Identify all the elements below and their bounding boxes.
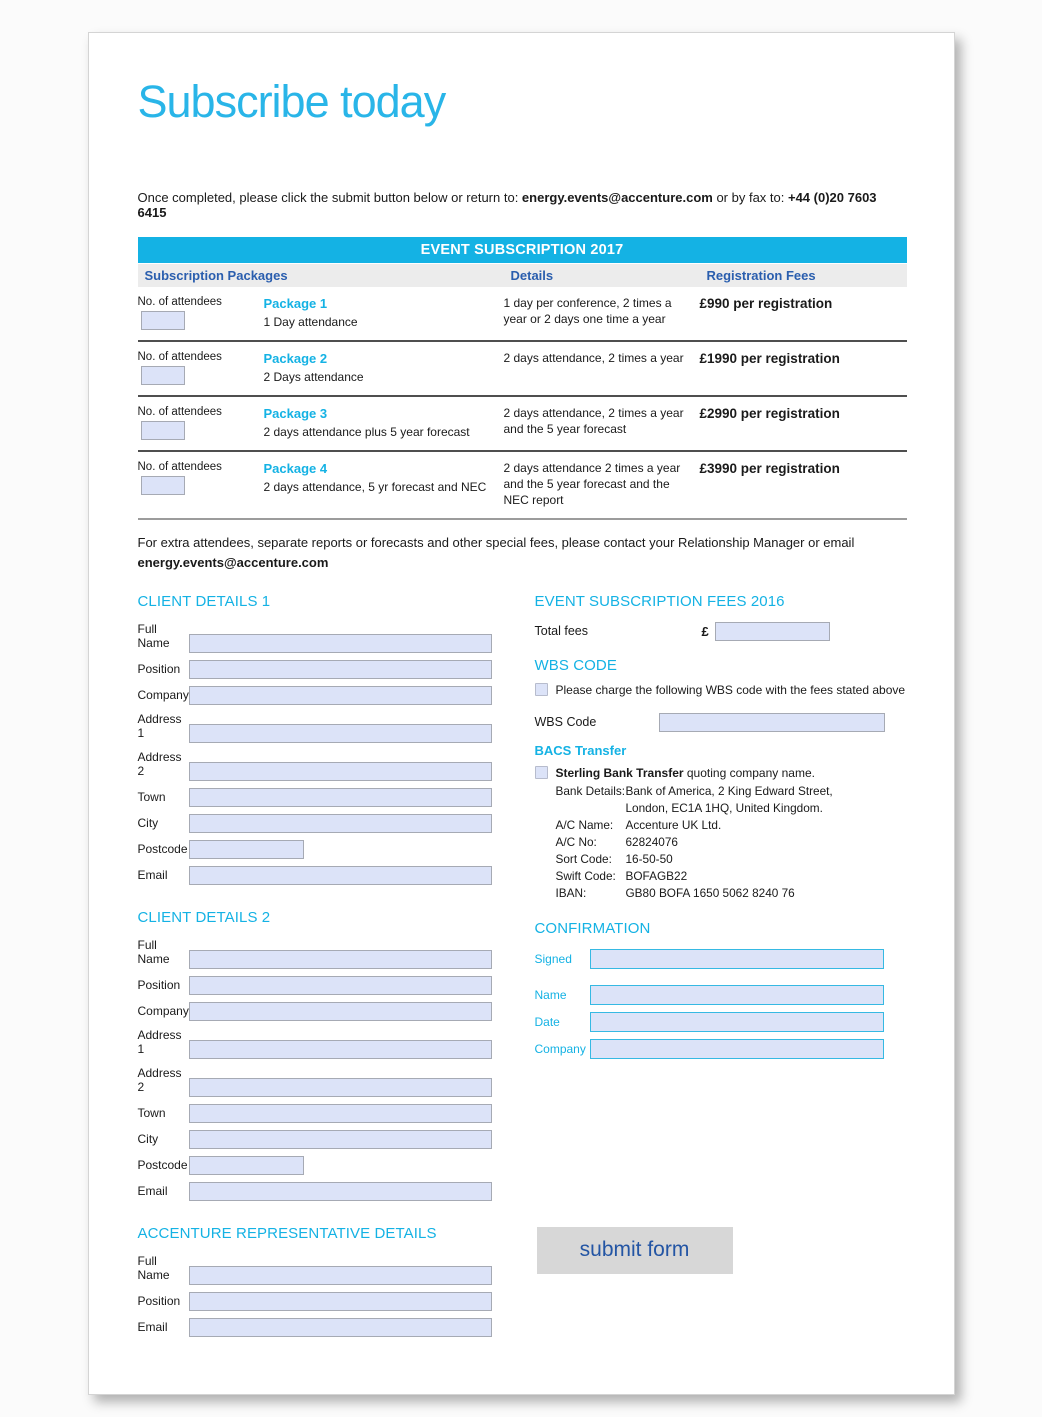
field-label: Position bbox=[137, 1294, 181, 1309]
submit-form-button[interactable]: submit form bbox=[537, 1227, 733, 1274]
client1-full-name-input[interactable] bbox=[189, 634, 492, 653]
wbs-code-label: WBS Code bbox=[534, 714, 597, 729]
client2-full-name-input[interactable] bbox=[189, 950, 492, 969]
bacs-detail-label: A/C No: bbox=[555, 835, 597, 850]
table-row-package-4 bbox=[138, 452, 907, 520]
column-header-fees: Registration Fees bbox=[706, 268, 816, 283]
table-row-package-2 bbox=[138, 342, 907, 397]
bacs-detail-label: Swift Code: bbox=[555, 869, 616, 884]
rep-position-input[interactable] bbox=[189, 1292, 492, 1311]
table-row-package-3 bbox=[138, 397, 907, 452]
field-label: Full Name bbox=[137, 938, 170, 967]
fee-cell: £1990 per registration bbox=[699, 351, 840, 366]
confirmation-date-input[interactable] bbox=[590, 1012, 884, 1032]
total-fees-label: Total fees bbox=[534, 624, 589, 639]
client1-email-input[interactable] bbox=[189, 866, 492, 885]
bacs-detail-row bbox=[556, 817, 909, 834]
client2-email-input[interactable] bbox=[189, 1182, 492, 1201]
bacs-detail-label: Bank Details: bbox=[555, 783, 626, 798]
attendees-cell bbox=[138, 406, 264, 440]
currency-symbol: £ bbox=[701, 624, 709, 640]
fax-number: +44 (0)20 7603 6415 bbox=[137, 190, 877, 220]
bacs-option-row bbox=[535, 765, 909, 781]
field-label: Town bbox=[137, 1106, 166, 1121]
details-cell: 2 days attendance, 2 times a year and the 5 year forecast bbox=[503, 406, 684, 436]
client2-town-input[interactable] bbox=[189, 1104, 492, 1123]
column-header-details: Details bbox=[510, 268, 554, 283]
intro-text bbox=[138, 190, 907, 220]
confirmation-label: Signed bbox=[534, 951, 572, 966]
client-details-2-heading: CLIENT DETAILS 2 bbox=[137, 909, 271, 927]
package-subtitle: 2 days attendance plus 5 year forecast bbox=[263, 425, 470, 439]
wbs-code-input[interactable] bbox=[659, 713, 885, 732]
attendees-cell bbox=[138, 296, 264, 330]
confirmation-heading: CONFIRMATION bbox=[534, 919, 651, 937]
attendees-input-package-4[interactable] bbox=[141, 476, 185, 495]
intro-middle: or by fax to: bbox=[712, 190, 788, 205]
representative-heading: ACCENTURE REPRESENTATIVE DETAILS bbox=[137, 1225, 437, 1243]
client1-town-input[interactable] bbox=[189, 788, 492, 807]
client-details-1-heading: CLIENT DETAILS 1 bbox=[137, 593, 271, 611]
table-title-banner: EVENT SUBSCRIPTION 2017 bbox=[138, 237, 907, 263]
client2-address2-input[interactable] bbox=[189, 1078, 492, 1097]
fee-cell: £990 per registration bbox=[699, 296, 833, 311]
bacs-detail-value: 62824076 bbox=[625, 835, 678, 850]
contact-email: energy.events@accenture.com bbox=[521, 190, 713, 205]
bacs-detail-value: Bank of America, 2 King Edward Street, bbox=[625, 783, 833, 798]
field-label: City bbox=[137, 816, 159, 831]
attendees-input-package-1[interactable] bbox=[141, 311, 185, 330]
confirmation-date-row bbox=[535, 1012, 909, 1032]
column-header-packages: Subscription Packages bbox=[144, 268, 288, 283]
extra-attendees-note bbox=[138, 533, 907, 572]
field-label: City bbox=[137, 1132, 159, 1147]
intro-prefix: Once completed, please click the submit button below or return to: bbox=[137, 190, 522, 205]
bacs-option-label bbox=[556, 765, 815, 781]
wbs-code-row bbox=[535, 713, 909, 732]
bacs-detail-value: 16-50-50 bbox=[625, 852, 673, 867]
bacs-detail-row bbox=[556, 851, 909, 868]
bacs-option-rest: quoting company name. bbox=[683, 765, 815, 780]
package-cell bbox=[264, 296, 504, 330]
bacs-checkbox[interactable] bbox=[535, 766, 548, 779]
client1-address1-input[interactable] bbox=[189, 724, 492, 743]
client1-company-input[interactable] bbox=[189, 686, 492, 705]
field-label: Email bbox=[137, 1184, 168, 1199]
left-column bbox=[138, 593, 492, 1344]
wbs-heading: WBS CODE bbox=[534, 657, 617, 675]
client1-position-input[interactable] bbox=[189, 660, 492, 679]
field-label: Town bbox=[137, 790, 166, 805]
field-label: Company bbox=[137, 1004, 189, 1019]
bacs-detail-row bbox=[556, 800, 909, 817]
client2-postcode-input[interactable] bbox=[189, 1156, 304, 1175]
confirmation-signed-input[interactable] bbox=[590, 949, 884, 969]
confirmation-name-row bbox=[535, 985, 909, 1005]
attendees-label: No. of attendees bbox=[137, 461, 222, 473]
bacs-detail-value: GB80 BOFA 1650 5062 8240 76 bbox=[625, 886, 795, 901]
package-name: Package 2 bbox=[263, 351, 328, 366]
rep-email-input[interactable] bbox=[189, 1318, 492, 1337]
fee-cell: £2990 per registration bbox=[699, 406, 840, 421]
bacs-option-bold: Sterling Bank Transfer bbox=[555, 765, 684, 780]
package-name: Package 1 bbox=[263, 296, 328, 311]
confirmation-name-input[interactable] bbox=[590, 985, 884, 1005]
attendees-input-package-2[interactable] bbox=[141, 366, 185, 385]
attendees-label: No. of attendees bbox=[137, 351, 222, 363]
client1-postcode-input[interactable] bbox=[189, 840, 304, 859]
client2-address1-input[interactable] bbox=[189, 1040, 492, 1059]
field-label: Position bbox=[137, 978, 181, 993]
field-label: Position bbox=[137, 662, 181, 677]
bacs-detail-value: BOFAGB22 bbox=[625, 869, 688, 884]
client2-city-input[interactable] bbox=[189, 1130, 492, 1149]
bacs-detail-value: London, EC1A 1HQ, United Kingdom. bbox=[625, 800, 823, 815]
confirmation-label: Date bbox=[534, 1014, 560, 1029]
field-label: Company bbox=[137, 688, 189, 703]
field-label: Full Name bbox=[137, 1254, 170, 1283]
package-name: Package 4 bbox=[263, 461, 328, 476]
page-title: Subscribe today bbox=[137, 76, 446, 127]
field-label: Postcode bbox=[137, 842, 188, 857]
bacs-detail-label: Sort Code: bbox=[555, 852, 612, 867]
client2-company-input[interactable] bbox=[189, 1002, 492, 1021]
total-fees-row bbox=[535, 622, 909, 641]
package-name: Package 3 bbox=[263, 406, 328, 421]
bacs-detail-value: Accenture UK Ltd. bbox=[625, 818, 722, 833]
package-subtitle: 2 days attendance, 5 yr forecast and NEC bbox=[263, 480, 487, 494]
details-cell: 2 days attendance, 2 times a year bbox=[503, 351, 684, 365]
bacs-detail-row bbox=[556, 783, 909, 800]
field-label: Address 2 bbox=[137, 1066, 182, 1095]
client2-position-input[interactable] bbox=[189, 976, 492, 995]
confirmation-label: Company bbox=[534, 1041, 586, 1056]
bacs-detail-label: IBAN: bbox=[555, 886, 587, 901]
package-subtitle: 1 Day attendance bbox=[263, 315, 358, 329]
client1-address2-input[interactable] bbox=[189, 762, 492, 781]
total-fees-input[interactable] bbox=[715, 622, 830, 641]
rep-full-name-input[interactable] bbox=[189, 1266, 492, 1285]
field-label: Full Name bbox=[137, 622, 170, 651]
bacs-detail-row bbox=[556, 834, 909, 851]
attendees-input-package-3[interactable] bbox=[141, 421, 185, 440]
package-subtitle: 2 Days attendance bbox=[263, 370, 364, 384]
client1-city-input[interactable] bbox=[189, 814, 492, 833]
confirmation-company-row bbox=[535, 1039, 909, 1059]
confirmation-signed-row bbox=[535, 949, 909, 969]
package-cell bbox=[264, 406, 504, 440]
wbs-checkbox-label: Please charge the following WBS code with the fees stated above bbox=[555, 683, 906, 698]
wbs-checkbox[interactable] bbox=[535, 683, 548, 696]
table-header-row bbox=[138, 264, 907, 287]
note-text: For extra attendees, separate reports or forecasts and other special fees, please contact your Relationship Manager or email bbox=[137, 535, 855, 551]
fee-cell: £3990 per registration bbox=[699, 461, 840, 476]
attendees-label: No. of attendees bbox=[137, 406, 222, 418]
bacs-detail-row bbox=[556, 868, 909, 885]
field-label: Email bbox=[137, 868, 168, 883]
fees-heading: EVENT SUBSCRIPTION FEES 2016 bbox=[534, 593, 785, 611]
bacs-heading: BACS Transfer bbox=[534, 742, 627, 758]
package-cell bbox=[264, 351, 504, 385]
bacs-detail-row bbox=[556, 885, 909, 902]
details-cell: 1 day per conference, 2 times a year or 2 days one time a year bbox=[503, 296, 672, 326]
confirmation-label: Name bbox=[534, 987, 567, 1002]
field-label: Address 2 bbox=[137, 750, 182, 779]
package-cell bbox=[264, 461, 504, 508]
field-label: Email bbox=[137, 1320, 168, 1335]
field-label: Address 1 bbox=[137, 712, 182, 741]
bacs-detail-label: A/C Name: bbox=[555, 818, 614, 833]
attendees-cell bbox=[138, 351, 264, 385]
wbs-checkbox-row bbox=[535, 682, 909, 698]
bacs-detail-label bbox=[556, 800, 626, 817]
subscription-form-page bbox=[88, 32, 955, 1395]
bacs-details bbox=[556, 783, 909, 903]
details-cell: 2 days attendance 2 times a year and the 5 year forecast and the NEC report bbox=[503, 461, 681, 507]
note-email: energy.events@accenture.com bbox=[137, 554, 329, 570]
right-column bbox=[535, 593, 909, 1344]
table-row-package-1 bbox=[138, 287, 907, 342]
confirmation-company-input[interactable] bbox=[590, 1039, 884, 1059]
attendees-cell bbox=[138, 461, 264, 508]
attendees-label: No. of attendees bbox=[137, 296, 222, 308]
field-label: Address 1 bbox=[137, 1028, 182, 1057]
field-label: Postcode bbox=[137, 1158, 188, 1173]
